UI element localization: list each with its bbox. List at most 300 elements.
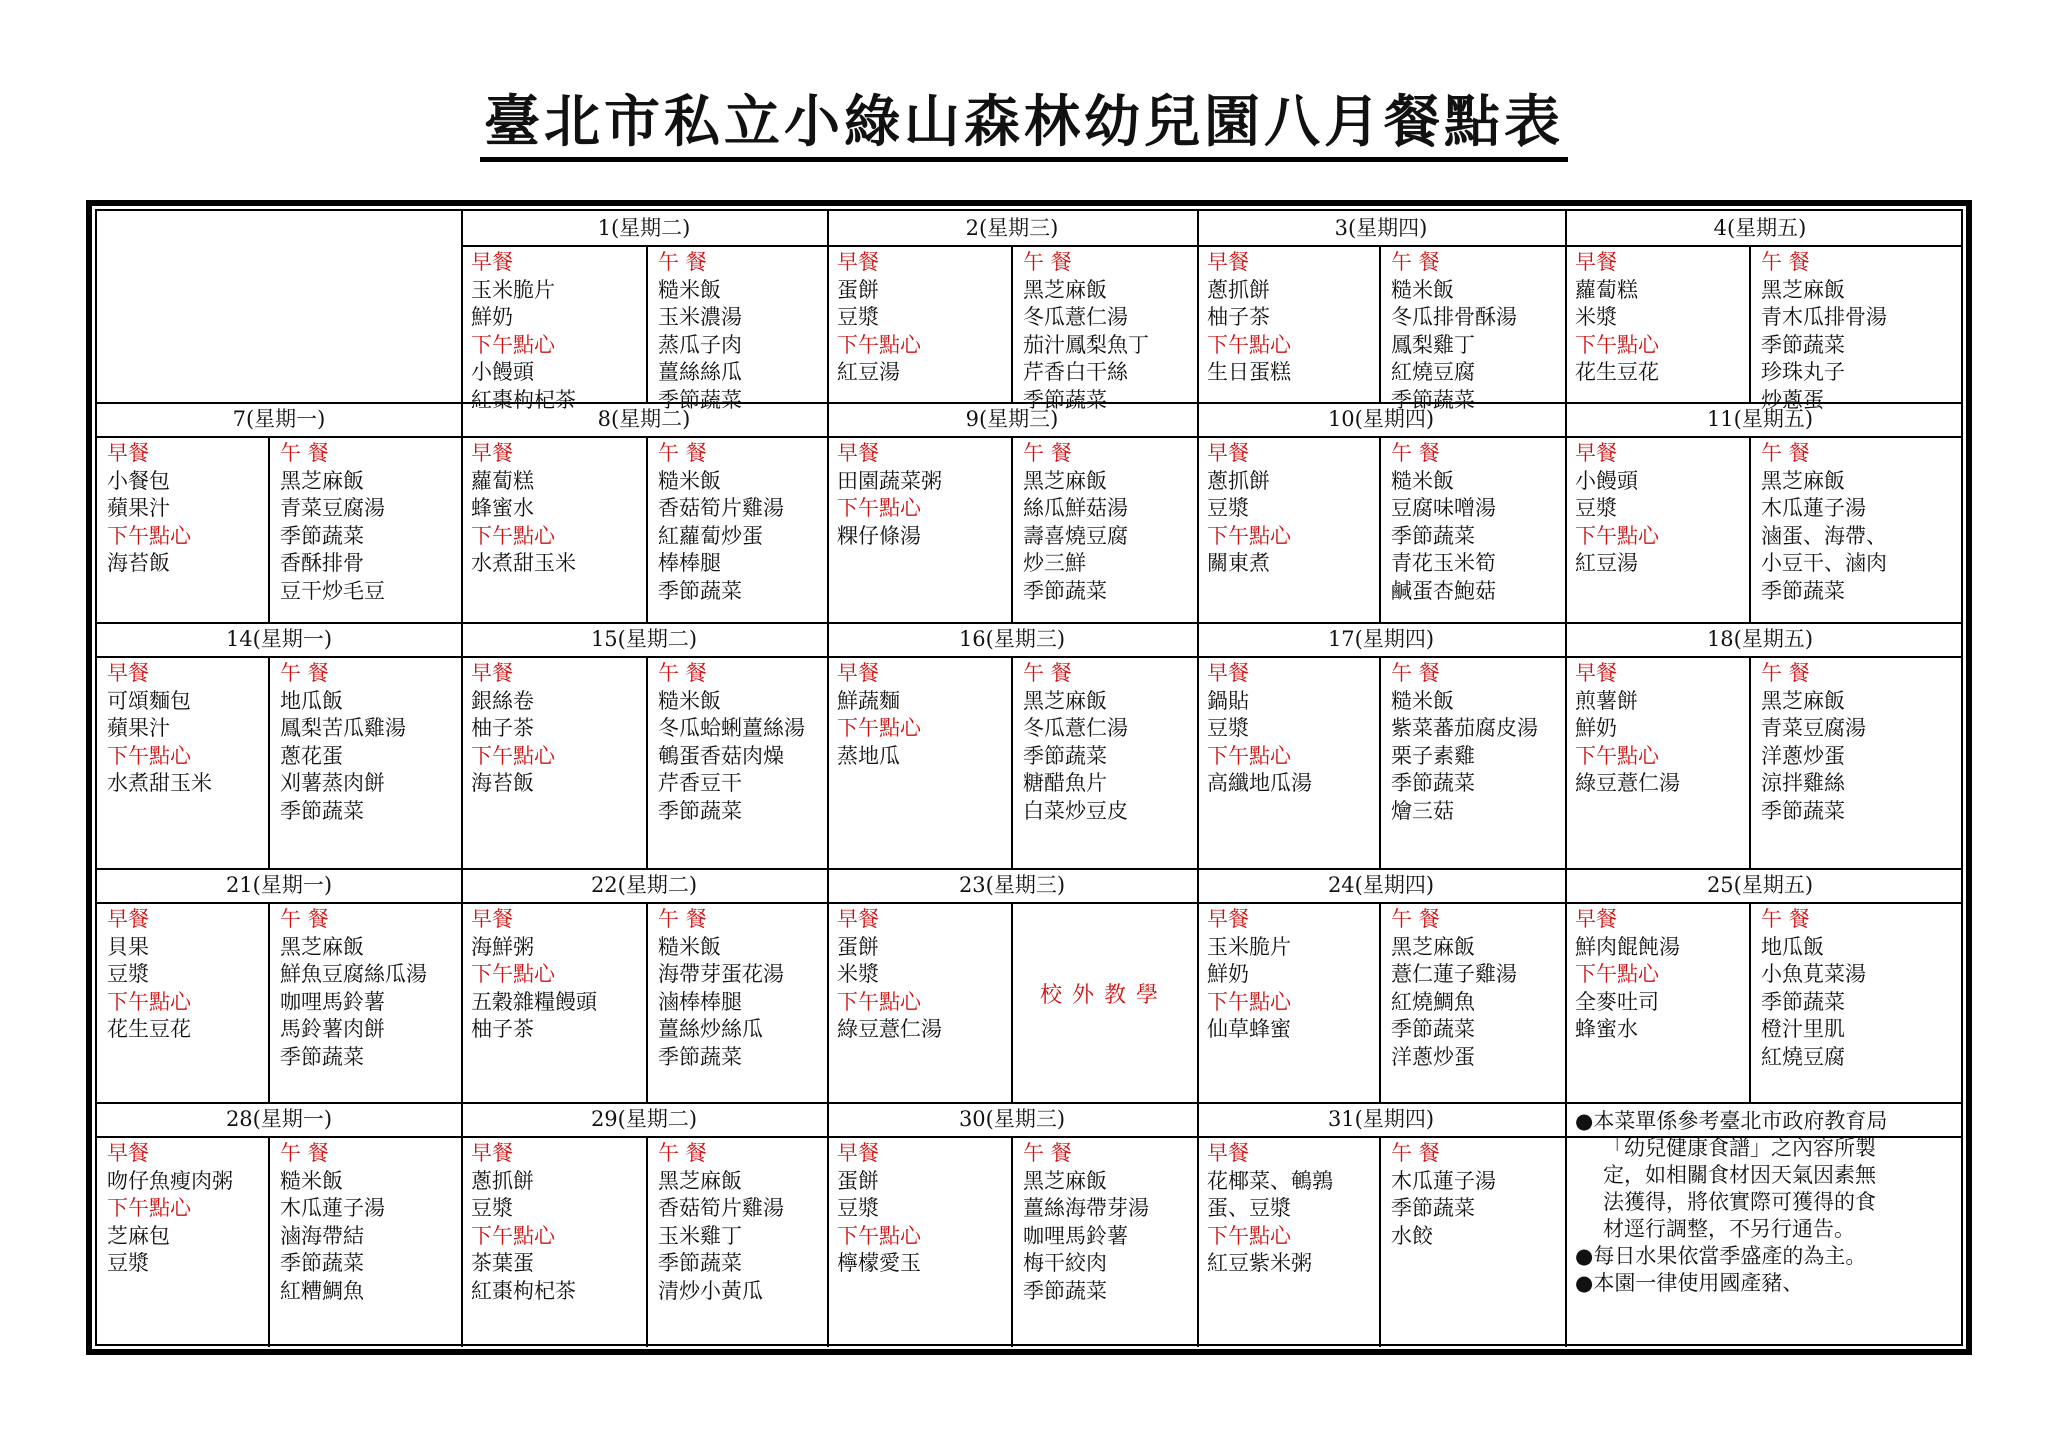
breakfast-item: 豆漿 [471,1196,513,1220]
note-line: ●本園一律使用國產豬、 [1575,1271,1804,1295]
day-date-label: 24(星期四) [1327,873,1435,897]
lunch-item: 黑芝麻飯 [658,1168,742,1193]
lunch-item: 豆干炒毛豆 [280,578,385,603]
breakfast-item: 吻仔魚瘦肉粥 [107,1168,233,1193]
snack-label: 下午點心 [107,523,191,548]
lunch-item: 季節蔬菜 [1761,798,1845,823]
lunch-item: 糙米飯 [658,468,721,493]
lunch-item: 白菜炒豆皮 [1023,798,1128,823]
lunch-column [658,1140,784,1305]
breakfast-item: 鮮蔬麵 [837,688,900,713]
column-divider [646,436,648,622]
breakfast-column [1207,249,1291,387]
column-divider [1011,436,1013,622]
day-date-label: 11(星期五) [1706,407,1814,431]
lunch-item: 茄汁鳳梨魚丁 [1023,332,1149,357]
lunch-item: 絲瓜鮮菇湯 [1023,496,1128,520]
lunch-item: 芹香白干絲 [1023,360,1128,384]
lunch-item: 豆腐味噌湯 [1391,496,1496,520]
column-divider [268,902,270,1102]
day-date-label: 16(星期三) [958,627,1066,651]
snack-label: 下午點心 [837,989,921,1014]
lunch-item: 季節蔬菜 [280,1044,364,1069]
lunch-item: 黑芝麻飯 [1023,1168,1107,1193]
lunch-item: 栗子素雞 [1391,743,1475,768]
lunch-item: 小魚莧菜湯 [1761,962,1866,986]
breakfast-label: 早餐 [107,1141,149,1165]
breakfast-item: 蛋餅 [837,1168,879,1193]
lunch-item: 青木瓜排骨湯 [1761,305,1887,329]
breakfast-column [107,906,191,1044]
lunch-item: 玉米雞丁 [658,1223,742,1248]
lunch-item: 咖哩馬鈴薯 [280,989,385,1014]
snack-label: 下午點心 [1575,962,1659,986]
breakfast-label: 早餐 [1575,661,1617,685]
breakfast-item: 銀絲卷 [471,688,534,713]
column-divider [461,211,463,1347]
lunch-column [1023,1140,1149,1305]
snack-item: 水煮甜玉米 [107,771,212,795]
snack-item: 紅豆紫米粥 [1207,1251,1312,1275]
lunch-item: 糙米飯 [658,934,721,959]
snack-label: 下午點心 [1207,332,1291,357]
lunch-label: 午 餐 [658,1141,707,1165]
lunch-item: 咖哩馬鈴薯 [1023,1223,1128,1248]
breakfast-label: 早餐 [471,907,513,931]
snack-item: 紅豆湯 [1575,551,1638,575]
breakfast-label: 早餐 [1575,250,1617,274]
lunch-column [280,906,427,1071]
column-divider [1749,436,1751,622]
column-divider [1379,902,1381,1102]
breakfast-column [837,249,921,387]
lunch-item: 糙米飯 [1391,468,1454,493]
lunch-item: 黑芝麻飯 [1761,468,1845,493]
breakfast-item: 海鮮粥 [471,934,534,959]
breakfast-label: 早餐 [471,1141,513,1165]
snack-item: 茶葉蛋 [471,1251,534,1275]
lunch-item: 珍珠丸子 [1761,360,1845,384]
breakfast-label: 早餐 [471,441,513,465]
lunch-item: 橙汁里肌 [1761,1017,1845,1041]
snack-item: 豆漿 [107,1251,149,1275]
lunch-item: 棒棒腿 [658,551,721,575]
column-divider [1749,656,1751,868]
lunch-item: 鳳梨苦瓜雞湯 [280,716,406,740]
lunch-item: 季節蔬菜 [658,1251,742,1275]
lunch-item: 馬鈴薯肉餅 [280,1017,385,1041]
day-date-label: 30(星期三) [958,1107,1066,1131]
lunch-item: 燴三菇 [1391,798,1454,823]
breakfast-item: 貝果 [107,934,149,959]
column-divider [1749,245,1751,402]
lunch-item: 木瓜蓮子湯 [1391,1168,1496,1193]
lunch-column [1761,660,1866,825]
lunch-label: 午 餐 [1761,441,1810,465]
snack-label: 下午點心 [471,1223,555,1248]
lunch-item: 地瓜飯 [280,688,343,713]
breakfast-label: 早餐 [837,1141,879,1165]
notes-block [1575,1108,1887,1297]
snack-item: 小饅頭 [471,360,534,384]
lunch-item: 季節蔬菜 [658,1044,742,1069]
snack-item: 高纖地瓜湯 [1207,771,1312,795]
lunch-column [658,440,784,605]
day-date-label: 21(星期一) [225,873,333,897]
snack-label: 下午點心 [107,743,191,768]
snack-item: 花生豆花 [107,1017,191,1041]
lunch-item: 糖醋魚片 [1023,771,1107,795]
column-divider [1379,1136,1381,1347]
breakfast-item: 小饅頭 [1575,468,1638,493]
snack-label: 下午點心 [837,1223,921,1248]
breakfast-item: 豆漿 [837,305,879,329]
snack-item: 海苔飯 [107,551,170,575]
lunch-label: 午 餐 [1391,661,1440,685]
day-date-label: 18(星期五) [1706,627,1814,651]
breakfast-label: 早餐 [837,907,879,931]
snack-item: 蜂蜜水 [1575,1017,1638,1041]
lunch-item: 冬瓜薏仁湯 [1023,716,1128,740]
breakfast-label: 早餐 [107,661,149,685]
snack-item: 芝麻包 [107,1223,170,1248]
lunch-label: 午 餐 [280,907,329,931]
lunch-item: 紅糟鯛魚 [280,1278,364,1303]
lunch-item: 青菜豆腐湯 [1761,716,1866,740]
breakfast-column [1575,660,1680,798]
lunch-item: 季節蔬菜 [280,1251,364,1275]
snack-item: 蒸地瓜 [837,743,900,768]
lunch-item: 糙米飯 [1391,688,1454,713]
lunch-label: 午 餐 [1391,250,1440,274]
lunch-item: 水餃 [1391,1223,1433,1248]
lunch-item: 季節蔬菜 [1391,771,1475,795]
column-divider [646,902,648,1102]
lunch-item: 洋蔥炒蛋 [1761,743,1845,768]
lunch-item: 黑芝麻飯 [1391,934,1475,959]
lunch-item: 季節蔬菜 [280,798,364,823]
breakfast-column [107,1140,233,1278]
lunch-item: 薑絲炒絲瓜 [658,1017,763,1041]
lunch-item: 薑絲海帶芽湯 [1023,1196,1149,1220]
lunch-item: 紫菜蕃茄腐皮湯 [1391,716,1538,740]
column-divider [268,436,270,622]
lunch-item: 季節蔬菜 [1023,1278,1107,1303]
breakfast-label: 早餐 [1207,907,1249,931]
day-date-label: 15(星期二) [590,627,698,651]
lunch-column [658,249,742,414]
lunch-item: 季節蔬菜 [1023,743,1107,768]
lunch-column [280,660,406,825]
lunch-item: 刈薯蒸肉餅 [280,771,385,795]
lunch-column [658,906,784,1071]
lunch-item: 季節蔬菜 [1761,989,1845,1014]
note-line: ●每日水果依當季盛產的為主。 [1575,1244,1867,1268]
lunch-item: 季節蔬菜 [1391,387,1475,412]
breakfast-item: 小餐包 [107,468,170,493]
lunch-item: 冬瓜薏仁湯 [1023,305,1128,329]
lunch-label: 午 餐 [1391,1141,1440,1165]
snack-label: 下午點心 [1575,523,1659,548]
lunch-item: 黑芝麻飯 [1761,277,1845,302]
snack-label: 下午點心 [471,962,555,986]
lunch-label: 午 餐 [1761,907,1810,931]
column-divider [827,211,829,1347]
lunch-item: 小豆干、滷肉 [1761,551,1887,575]
lunch-item: 青菜豆腐湯 [280,496,385,520]
row-divider [461,245,1961,247]
lunch-item: 黑芝麻飯 [1761,688,1845,713]
note-line: 定，如相關食材因天氣因素無 [1603,1163,1876,1187]
lunch-column [1391,906,1517,1071]
breakfast-label: 早餐 [471,250,513,274]
breakfast-item: 玉米脆片 [471,277,555,302]
lunch-item: 青花玉米筍 [1391,551,1496,575]
snack-item: 紅棗枸杞茶 [471,387,576,412]
snack-label: 下午點心 [107,989,191,1014]
menu-grid [95,209,1963,1346]
lunch-item: 壽喜燒豆腐 [1023,523,1128,548]
field-trip-label: 校外教學 [1039,983,1168,1008]
snack-label: 下午點心 [471,743,555,768]
lunch-item: 季節蔬菜 [1391,1017,1475,1041]
breakfast-item: 柚子茶 [471,716,534,740]
snack-item: 紅豆湯 [837,360,900,384]
column-divider [646,656,648,868]
snack-label: 下午點心 [1207,989,1291,1014]
snack-label: 下午點心 [107,1196,191,1220]
breakfast-item: 鮮奶 [471,305,513,329]
lunch-item: 清炒小黃瓜 [658,1278,763,1303]
lunch-column [1761,249,1887,414]
lunch-column [280,1140,385,1305]
lunch-item: 糙米飯 [280,1168,343,1193]
breakfast-label: 早餐 [837,441,879,465]
column-divider [1197,211,1199,1347]
snack-item: 柚子茶 [471,1017,534,1041]
lunch-item: 玉米濃湯 [658,305,742,329]
lunch-item: 季節蔬菜 [1391,1196,1475,1220]
lunch-item: 洋蔥炒蛋 [1391,1044,1475,1069]
breakfast-label: 早餐 [1207,441,1249,465]
breakfast-label: 早餐 [1575,907,1617,931]
lunch-label: 午 餐 [658,661,707,685]
lunch-item: 季節蔬菜 [1761,578,1845,603]
breakfast-item: 花椰菜、鵪鶉 [1207,1168,1333,1193]
lunch-label: 午 餐 [658,250,707,274]
lunch-item: 涼拌雞絲 [1761,771,1845,795]
breakfast-item: 柚子茶 [1207,305,1270,329]
lunch-item: 鮮魚豆腐絲瓜湯 [280,962,427,986]
day-date-label: 7(星期一) [232,407,326,431]
breakfast-item: 可頌麵包 [107,688,191,713]
lunch-item: 芹香豆干 [658,771,742,795]
lunch-item: 海帶芽蛋花湯 [658,962,784,986]
lunch-item: 香酥排骨 [280,551,364,575]
lunch-item: 地瓜飯 [1761,934,1824,959]
day-date-label: 22(星期二) [590,873,698,897]
lunch-item: 鳳梨雞丁 [1391,332,1475,357]
snack-item: 五穀雜糧饅頭 [471,989,597,1014]
column-divider [1379,245,1381,402]
breakfast-column [107,660,212,798]
snack-item: 仙草蜂蜜 [1207,1017,1291,1041]
lunch-item: 香菇筍片雞湯 [658,496,784,520]
snack-item: 水煮甜玉米 [471,551,576,575]
breakfast-item: 蜂蜜水 [471,496,534,520]
breakfast-label: 早餐 [837,661,879,685]
note-line: ●本菜單係參考臺北市政府教育局 [1575,1109,1888,1133]
lunch-label: 午 餐 [280,441,329,465]
breakfast-column [1207,1140,1333,1278]
breakfast-label: 早餐 [107,907,149,931]
lunch-column [1391,249,1517,414]
lunch-item: 季節蔬菜 [1023,578,1107,603]
column-divider [1749,902,1751,1102]
snack-item: 綠豆薏仁湯 [837,1017,942,1041]
day-date-label: 23(星期三) [958,873,1066,897]
breakfast-column [471,249,576,414]
day-date-label: 29(星期二) [590,1107,698,1131]
lunch-column [1761,440,1887,605]
lunch-column [1391,440,1496,605]
lunch-label: 午 餐 [280,661,329,685]
page-title: 臺北市私立小綠山森林幼兒園八月餐點表 [0,78,2048,158]
breakfast-item: 蔥抓餅 [471,1168,534,1193]
breakfast-item: 豆漿 [837,1196,879,1220]
snack-label: 下午點心 [1575,743,1659,768]
lunch-item: 薏仁蓮子雞湯 [1391,962,1517,986]
lunch-item: 鵪蛋香菇肉燥 [658,743,784,768]
breakfast-label: 早餐 [471,661,513,685]
lunch-label: 午 餐 [1391,907,1440,931]
breakfast-column [1575,249,1659,387]
snack-item: 紅棗枸杞茶 [471,1278,576,1303]
lunch-item: 紅燒豆腐 [1761,1044,1845,1069]
snack-item: 海苔飯 [471,771,534,795]
lunch-item: 冬瓜蛤蜊薑絲湯 [658,716,805,740]
breakfast-item: 米漿 [837,962,879,986]
row-divider [97,902,1961,904]
column-divider [1011,902,1013,1102]
day-date-label: 9(星期三) [965,407,1059,431]
breakfast-item: 蛋、豆漿 [1207,1196,1291,1220]
row-divider [97,436,1961,438]
day-date-label: 31(星期四) [1327,1107,1435,1131]
lunch-item: 季節蔬菜 [658,798,742,823]
lunch-item: 木瓜蓮子湯 [280,1196,385,1220]
lunch-column [1023,660,1128,825]
snack-label: 下午點心 [1207,743,1291,768]
breakfast-column [837,440,942,550]
column-divider [1379,656,1381,868]
breakfast-column [471,906,597,1044]
lunch-item: 蔥花蛋 [280,743,343,768]
lunch-label: 午 餐 [658,907,707,931]
lunch-label: 午 餐 [658,441,707,465]
lunch-label: 午 餐 [1023,441,1072,465]
note-line: 「幼兒健康食譜」之內容所製 [1603,1136,1876,1160]
lunch-column [1391,1140,1496,1250]
lunch-item: 黑芝麻飯 [280,468,364,493]
column-divider [1011,656,1013,868]
lunch-item: 鹹蛋杏鮑菇 [1391,578,1496,603]
column-divider [1011,1136,1013,1347]
breakfast-column [1575,440,1659,578]
lunch-label: 午 餐 [1023,250,1072,274]
day-date-label: 1(星期二) [597,216,691,240]
snack-item: 關東煮 [1207,551,1270,575]
breakfast-item: 蔥抓餅 [1207,277,1270,302]
lunch-item: 季節蔬菜 [1023,387,1107,412]
breakfast-item: 蘿蔔糕 [471,468,534,493]
breakfast-column [837,906,942,1044]
breakfast-item: 米漿 [1575,305,1617,329]
lunch-item: 紅蘿蔔炒蛋 [658,523,763,548]
breakfast-column [1207,906,1291,1044]
lunch-label: 午 餐 [1023,1141,1072,1165]
snack-item: 綠豆薏仁湯 [1575,771,1680,795]
breakfast-item: 蛋餅 [837,934,879,959]
breakfast-item: 玉米脆片 [1207,934,1291,959]
lunch-column [1023,440,1128,605]
breakfast-item: 鍋貼 [1207,688,1249,713]
snack-label: 下午點心 [837,716,921,740]
breakfast-item: 豆漿 [1207,716,1249,740]
day-date-label: 14(星期一) [225,627,333,651]
lunch-column [1391,660,1538,825]
snack-label: 下午點心 [837,496,921,520]
column-divider [646,1136,648,1347]
column-divider [1011,245,1013,402]
breakfast-column [837,660,921,770]
snack-item: 生日蛋糕 [1207,360,1291,384]
snack-label: 下午點心 [837,332,921,357]
breakfast-label: 早餐 [1207,661,1249,685]
lunch-label: 午 餐 [280,1141,329,1165]
breakfast-item: 田園蔬菜粥 [837,468,942,493]
breakfast-label: 早餐 [1207,1141,1249,1165]
breakfast-label: 早餐 [837,250,879,274]
lunch-item: 季節蔬菜 [280,523,364,548]
lunch-column [280,440,385,605]
lunch-item: 黑芝麻飯 [280,934,364,959]
day-date-label: 3(星期四) [1334,216,1428,240]
lunch-item: 梅干絞肉 [1023,1251,1107,1275]
breakfast-item: 豆漿 [107,962,149,986]
breakfast-column [471,660,555,798]
column-divider [646,245,648,402]
lunch-item: 冬瓜排骨酥湯 [1391,305,1517,329]
lunch-item: 糙米飯 [1391,277,1454,302]
snack-item: 全麥吐司 [1575,989,1659,1014]
column-divider [1565,211,1567,1347]
breakfast-column [1575,906,1680,1044]
breakfast-item: 蘿蔔糕 [1575,277,1638,302]
day-date-label: 28(星期一) [225,1107,333,1131]
lunch-item: 季節蔬菜 [658,387,742,412]
lunch-item: 紅燒鯛魚 [1391,989,1475,1014]
day-date-label: 8(星期二) [597,407,691,431]
breakfast-item: 蛋餅 [837,277,879,302]
day-date-label: 2(星期三) [965,216,1059,240]
lunch-item: 季節蔬菜 [1391,523,1475,548]
lunch-item: 季節蔬菜 [658,578,742,603]
lunch-item: 蒸瓜子肉 [658,332,742,357]
lunch-item: 滷棒棒腿 [658,989,742,1014]
lunch-label: 午 餐 [1761,661,1810,685]
snack-label: 下午點心 [471,332,555,357]
